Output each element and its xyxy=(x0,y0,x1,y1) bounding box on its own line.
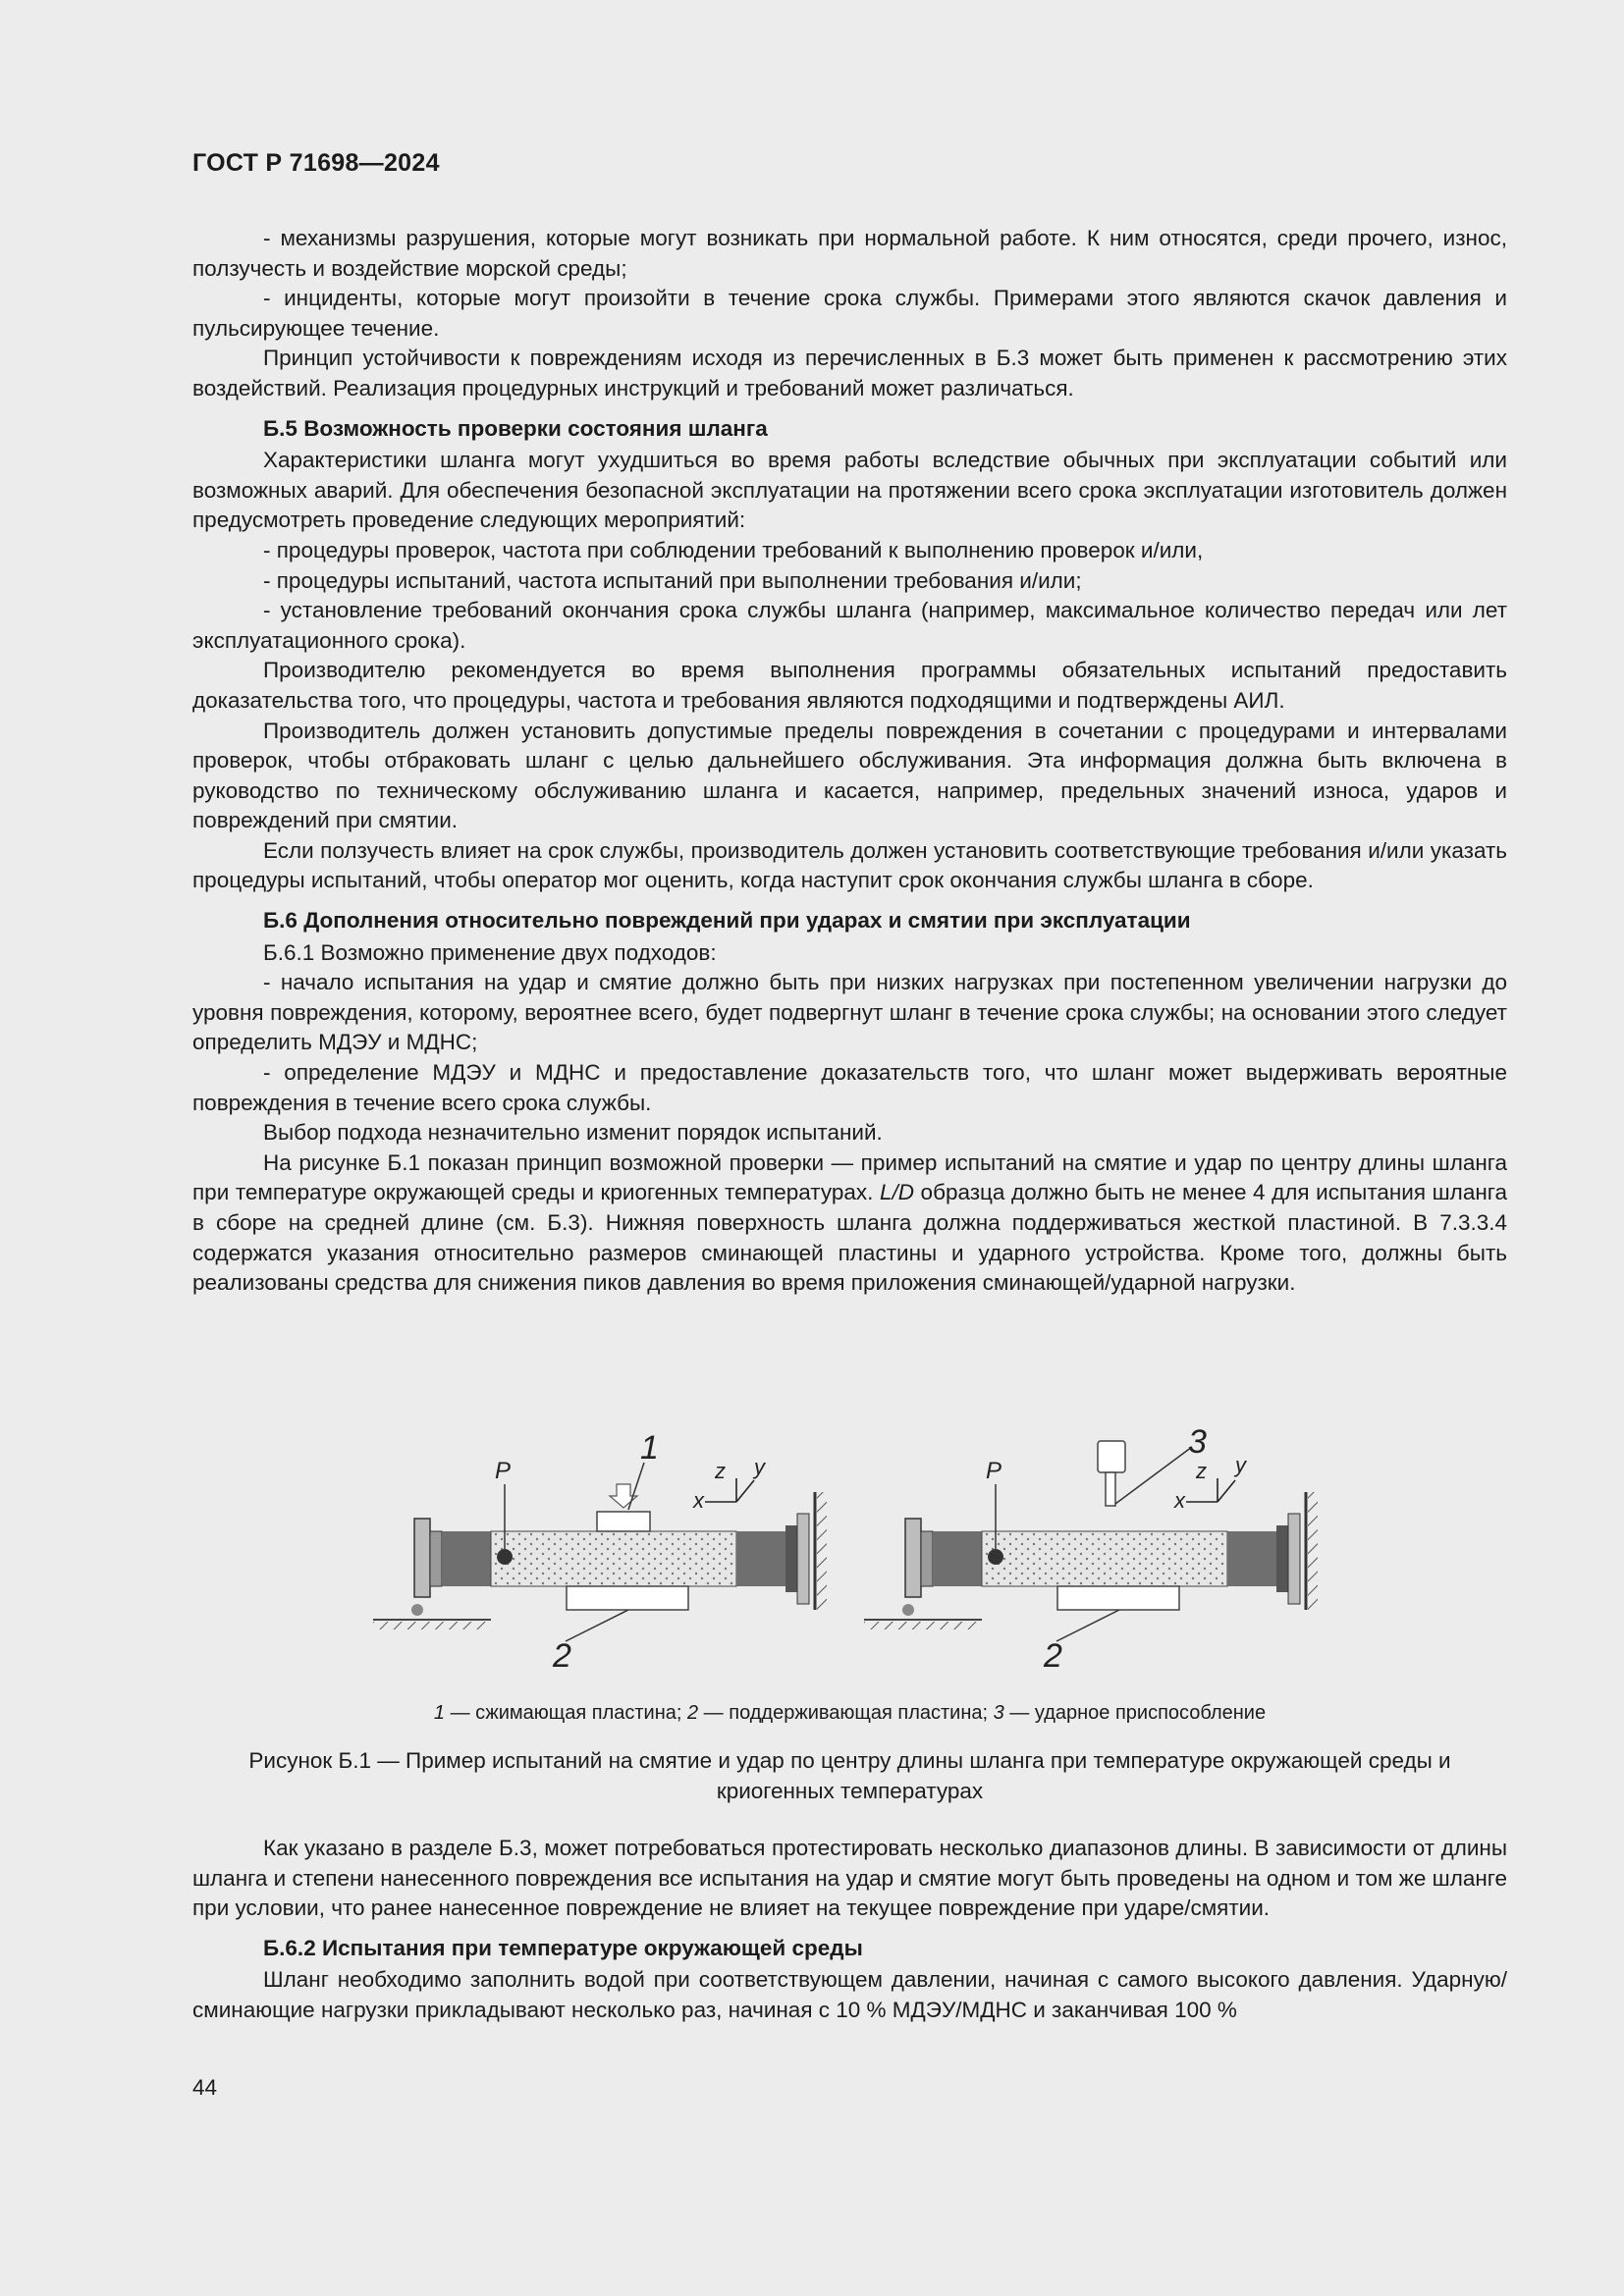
label-1: 1 xyxy=(640,1429,659,1467)
bullet-paragraph: - механизмы разрушения, которые могут возникать при нормальной работе. К ним относятся, среди прочего, износ, ползучесть и воздействие морской среды; xyxy=(192,226,1507,281)
main-text xyxy=(192,224,1507,1299)
legend-number: 1 xyxy=(433,1702,446,1724)
label-p: P xyxy=(986,1458,1002,1484)
support-plate xyxy=(567,1586,688,1610)
label-3: 3 xyxy=(1188,1423,1207,1461)
figure-legend xyxy=(192,1702,1507,1725)
ld-ratio: L/D xyxy=(879,1180,914,1205)
figure-reference-paragraph xyxy=(192,1148,1507,1299)
legend-text: — поддерживающая пластина; xyxy=(698,1702,994,1724)
text-run: На рисунке Б.1 показан принцип возможной проверки — пример испытаний на смятие и удар по центру длины шланга при температуре окружающей среды и криогенных температурах. xyxy=(192,1149,1507,1205)
bullet-paragraph: - начало испытания на удар и смятие должно быть при низких нагрузках при постепенном увеличении нагрузки до уровня повреждения, которому, вероятнее всего, будет подвергнут шланг в течение срока службы; на основании этого следует определить МДЭУ и МДНС; xyxy=(192,970,1507,1055)
label-2: 2 xyxy=(1044,1637,1062,1669)
paragraph: Характеристики шланга могут ухудшиться во время работы вследствие обычных при эксплуатации событий или возможных аварий. Для обеспечения безопасной эксплуатации на протяжении всего срока эксплуатации изготовитель должен предусмотреть проведение следующих мероприятий: xyxy=(192,448,1507,533)
paragraph: Б.6.1 Возможно применение двух подходов: xyxy=(263,939,717,965)
axis-y: y xyxy=(754,1455,765,1479)
paragraph: Если ползучесть влияет на срок службы, производитель должен установить соответствующие требования и/или указать процедуры испытаний, чтобы оператор мог оценить, когда наступит срок окончания службы шланга в сборе. xyxy=(192,837,1507,893)
bullet-paragraph: - установление требований окончания срока службы шланга (например, максимальное количество передач или лет эксплуатационного срока). xyxy=(192,598,1507,653)
compression-plate xyxy=(597,1512,650,1531)
paragraph: Выбор подхода незначительно изменит порядок испытаний. xyxy=(263,1120,883,1146)
text-run: образца должно быть не менее 4 для испытания шланга в сборе на средней длине (см. Б.3). Нижняя поверхность шланга должна поддерживаться жесткой пластиной. В 7.3.3.4 содержатся указания относительно размеров сминающей пластины и ударного устройства. Кроме того, должны быть реализованы средства для снижения пиков давления во время приложения сминающей/ударной нагрузки. xyxy=(192,1180,1507,1296)
legend-number: 2 xyxy=(687,1702,699,1724)
label-p: P xyxy=(495,1458,512,1484)
paragraph: Производителю рекомендуется во время выполнения программы обязательных испытаний предоставить доказательства того, что процедуры, частота и требования являются подходящими и подтверждены АИЛ. xyxy=(192,658,1507,713)
impact-test-setup xyxy=(864,1423,1318,1669)
legend-text: — ударное приспособление xyxy=(1003,1702,1267,1724)
axis-y: y xyxy=(1235,1453,1246,1477)
paragraph: Шланг необходимо заполнить водой при соответствующем давлении, начиная с самого высокого давления. Ударную/сминающие нагрузки прикладывают несколько раз, начиная с 10 % МДЭУ/МДНС и заканчивая 100 % xyxy=(192,1967,1507,2022)
bullet-paragraph: - определение МДЭУ и МДНС и предоставление доказательств того, что шланг может выдерживать вероятные повреждения в течение всего срока службы. xyxy=(192,1060,1507,1115)
axis-x: x xyxy=(693,1488,704,1513)
axis-z: z xyxy=(1196,1459,1207,1483)
pressure-sensor-icon xyxy=(988,1549,1003,1565)
axes-icon xyxy=(705,1478,754,1502)
bullet-paragraph: - процедуры проверок, частота при соблюдении требований к выполнению проверок и/или, xyxy=(263,537,1204,562)
paragraph: Как указано в разделе Б.3, может потребоваться протестировать несколько диапазонов длины. В зависимости от длины шланга и степени нанесенного повреждения все испытания на удар и смятие могут быть проведены на одном и том же шланге при условии, что ранее нанесенное повреждение не влияет на текущее повреждение при ударе/смятии. xyxy=(192,1836,1507,1921)
section-heading-b5: Б.5 Возможность проверки состояния шланга xyxy=(263,415,768,441)
legend-number: 3 xyxy=(993,1702,1004,1724)
lower-text xyxy=(192,1834,1507,2026)
axes-icon xyxy=(1186,1478,1235,1502)
axis-x: x xyxy=(1174,1488,1185,1513)
page-number: 44 xyxy=(192,2075,218,2100)
section-heading-b62: Б.6.2 Испытания при температуре окружающей среды xyxy=(263,1935,863,1960)
figure-caption: Рисунок Б.1 — Пример испытаний на смятие и удар по центру длины шланга при температуре окружающей среды и криогенных температурах xyxy=(248,1748,1451,1803)
axis-z: z xyxy=(715,1459,726,1483)
figure-b1 xyxy=(363,1423,1345,1669)
pressure-sensor-icon xyxy=(497,1549,513,1565)
label-2: 2 xyxy=(553,1637,571,1669)
section-heading-b6: Б.6 Дополнения относительно повреждений при ударах и смятии при эксплуатации xyxy=(263,908,1191,934)
support-plate xyxy=(1057,1586,1179,1610)
paragraph: Производитель должен установить допустимые пределы повреждения в сочетании с процедурами и интервалами проверок, чтобы отбраковать шланг с целью дальнейшего обслуживания. Эта информация должна быть включена в руководство по техническому обслуживанию шланга и касается, например, предельных значений износа, ударов и повреждений при смятии. xyxy=(192,718,1507,833)
bullet-paragraph: - инциденты, которые могут произойти в течение срока службы. Примерами этого являются скачок давления и пульсирующее течение. xyxy=(192,286,1507,341)
bullet-paragraph: - процедуры испытаний, частота испытаний при выполнении требования и/или; xyxy=(263,567,1082,593)
legend-text: — сжимающая пластина; xyxy=(445,1702,687,1724)
document-header: ГОСТ Р 71698—2024 xyxy=(192,149,440,177)
impact-device xyxy=(1098,1441,1125,1472)
crush-test-setup xyxy=(373,1429,827,1669)
paragraph: Принцип устойчивости к повреждениям исходя из перечисленных в Б.3 может быть применен к рассмотрению этих воздействий. Реализация процедурных инструкций и требований может различаться. xyxy=(192,346,1507,400)
